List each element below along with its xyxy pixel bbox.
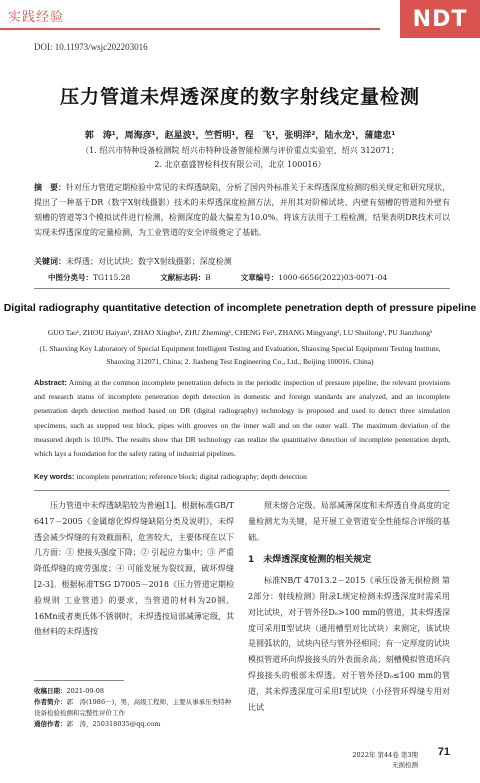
affiliations-en: (1. Shaoxing Key Laboratory of Special Equipment Intelligent Testing and Evaluation, Shaoxing Special Equipment Testing Institute, Shaoxing 312071, China; 2. Jiasheng Test Engineering Co., Ltd., Beijing 100016, China) <box>39 344 441 366</box>
article-number-value: 1000-6656(2022)03-0071-04 <box>278 273 388 282</box>
page-header <box>0 0 480 38</box>
keywords-en-text: incomplete penetration; reference block; digital radiography; depth detection <box>76 472 307 481</box>
authors-cn: 郭 涛¹，周海彦¹，赵星波¹，竺哲明¹，程 飞¹，张明洋²，陆水龙¹，蒲建忠¹ <box>84 131 396 141</box>
logo-text: NDT <box>412 6 468 32</box>
keywords-cn <box>34 256 450 267</box>
keywords-en-label: Key words: <box>34 472 75 481</box>
divider <box>34 288 450 289</box>
keywords-en <box>34 472 450 481</box>
doi[interactable]: DOI: 10.11973/wsjc202203016 <box>34 42 148 52</box>
paper-title-en: Digital radiography quantitative detection of incomplete penetration depth of pressure pipeline <box>3 302 477 314</box>
affiliations-cn <box>0 144 480 172</box>
footnote-corresponding-author: 通信作者：郭 涛，250318035@qq.com <box>34 720 161 728</box>
body-paragraph: 压力管道中未焊透缺陷较为普遍[1]。根据标准GB/T 6417－2005《金属熔化焊焊缝缺陷分类及说明》，未焊透会减少焊缝的有效截面积，危害较大，主要体现在以下几方面：① 使接头强度下降；② 引起应力集中；③ 严重降低焊缝的疲劳强度；④ 可能发展为裂纹源，破坏焊缝[2-3]。根据标准TSG D7005－2018《压力管道定期检验规则 工业管道》的要求，当管道的材料为20钢、16Mn或者奥氏体不锈钢时，未焊透按局部减薄定级，其他材料的未焊透按 <box>34 501 234 637</box>
divider <box>34 490 450 491</box>
affiliation-line: （1. 绍兴市特种设备检测院 绍兴市特种设备智能检测与评价重点实验室，绍兴 312071； <box>81 146 399 155</box>
keywords-text: 未焊透；对比试块；数字X射线摄影；深度检测 <box>66 257 232 266</box>
clc-value: TG115.28 <box>93 273 131 282</box>
footnote-rule <box>34 680 124 681</box>
abstract-label: 摘 要： <box>34 183 66 192</box>
doc-code-value: B <box>205 273 211 282</box>
journal-logo <box>400 0 480 38</box>
affiliation-line: 2. 北京嘉盛智检科技有限公司，北京 100016） <box>154 160 326 169</box>
journal-info <box>352 750 418 770</box>
footnotes <box>34 686 234 730</box>
abstract-en-label: Abstract: <box>34 378 67 387</box>
keywords-label: 关键词： <box>34 257 66 266</box>
section-heading: 1 未焊透深度检测的相关规定 <box>248 555 372 566</box>
classification-line <box>48 272 448 283</box>
body-paragraph: 照未熔合定级。局部减薄深度和未焊透自身高度的定量检测尤为关键，是开展工业管道安全性能综合评级的基础。 <box>248 501 450 542</box>
section-label: 实践经验 <box>8 10 65 25</box>
abstract-cn <box>34 180 450 240</box>
journal-name: 无损检测 <box>392 761 418 769</box>
abstract-en <box>34 376 450 461</box>
paper-title-cn: 压力管道未焊透深度的数字射线定量检测 <box>59 86 420 108</box>
page-number: 71 <box>437 746 450 758</box>
doc-code-label: 文献标志码： <box>160 273 206 282</box>
footnote-author-bio: 作者简介：郭 涛(1986－)，男，高级工程师，主要从事承压类特种设备检验检测和完整性评价工作 <box>34 698 232 717</box>
body-column-right <box>248 498 450 715</box>
abstract-en-text: Aiming at the common incomplete penetration defects in the periodic inspection of pressure pipeline, the relevant provisions and research status of incomplete penetration depth detection in domestic and foreign standards are analyzed, and an incomplete penetration depth detection method based on DR (digital radiography) technology is proposed and used to detect three simulation specimens, such as stepped test block, pipes with grooves on the inner wall and on the outer wall. The maximum deviation of the measured depth is 10.0%. The results show that DR technology can realize the quantitative detection of incomplete penetration depth, which lays a foundation for the safety rating of industrial pipelines. <box>34 378 450 459</box>
article-number-label: 文章编号： <box>240 273 279 282</box>
body-paragraph: 标准NB/T 47013.2－2015《承压设备无损检测 第2部分：射线检测》附录L规定检测未焊透深度时需采用对比试块，对于管外径Dₒ>100 mm的管道，其未焊透深度可采用Ⅱ型试块（通用槽型对比试块）来测定，该试块是圆弧状的，试块内径与管外径相同；有一定厚度的试块模拟管道环向焊接接头的外表面余高；刻槽模拟管道环向焊接接头的根部未焊透。对于管外径Dₒ≤100 mm的管道，其未焊透深度可采用Ⅰ型试块（小径管环焊缝专用对比试 <box>248 576 450 712</box>
header-rule <box>0 28 380 30</box>
clc-label: 中图分类号： <box>48 273 93 282</box>
abstract-text: 针对压力管道定期检验中常见的未焊透缺陷，分析了国内外标准关于未焊透深度检测的相关规定和研究现状，提出了一种基于DR（数字X射线摄影）技术的未焊透深度检测方法，并用其对阶梯试块、内壁有刻槽的管道和外壁有刻槽的管道等3个模拟试件进行检测，检测深度的最大偏差为10.0%。将该方法用于工程检测，结果表明DR技术可以实现未焊透深度的定量检测，为工业管道的安全评级奠定了基础。 <box>34 183 450 237</box>
body-column-left <box>34 498 234 640</box>
footnote-received: 收稿日期：2021-09-08 <box>34 687 104 695</box>
authors-en: GUO Tao¹, ZHOU Haiyan¹, ZHAO Xingbo¹, ZHU Zheming¹, CHENG Fei¹, ZHANG Mingyang², LU Shuilong¹, PU Jianzhong¹ <box>47 328 433 337</box>
journal-issue: 2022年 第44卷 第3期 <box>352 751 418 759</box>
